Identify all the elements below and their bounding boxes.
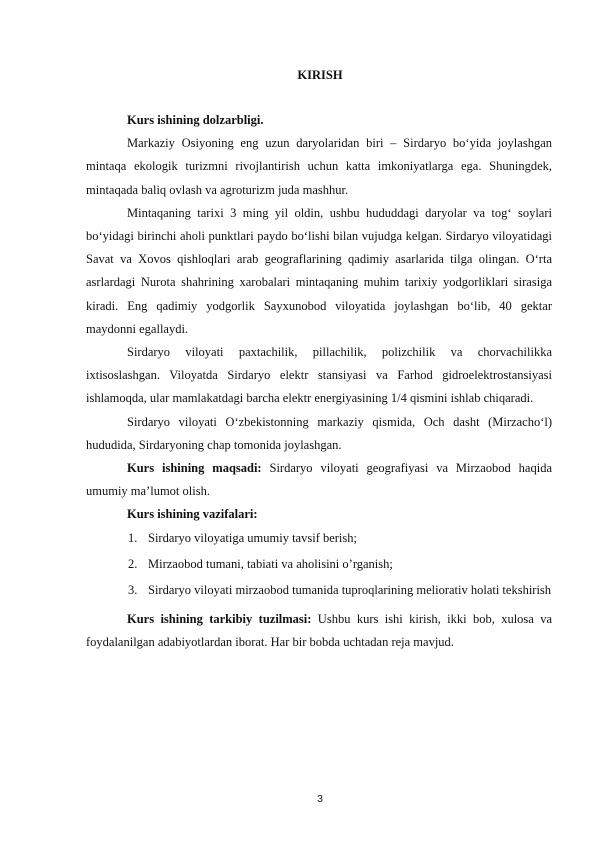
paragraph-1: Markaziy Osiyoning eng uzun daryolaridan biri – Sirdaryo bo‘yida joylashgan mintaqa ekologik turizmni rivojlantirish uchun katta imkoniyatlarga ega. Shuningdek, mintaqada baliq ovlash va agroturizm juda mashhur. [86,136,552,197]
list-item [128,579,552,605]
list-item-number: 2. [128,556,138,571]
list-item [128,527,552,553]
paragraph-4: Sirdaryo viloyati O‘zbekistonning markaziy qismida, Och dasht (Mirzacho‘l) hududida, Sirdaryoning chap tomonida joylashgan. [86,414,552,452]
relevance-heading: Kurs ishining dolzarbligi. [127,113,264,127]
list-item-text: Mirzaobod tumani, tabiati va aholisini o’rganish; [148,556,393,571]
structure-paragraph [86,608,552,654]
structure-label: Kurs ishining tarkibiy tuzilmasi: [127,612,312,627]
list-item-number: 1. [128,530,138,545]
list-item-text: Sirdaryo viloyati mirzaobod tumanida tuproqlarining meliorativ holati tekshirish [148,583,552,598]
list-item [128,553,552,579]
tasks-heading: Kurs ishining vazifalari: [127,507,258,522]
paragraph-2: Mintaqaning tarixi 3 ming yil oldin, ushbu hududdagi daryolar va tog‘ soylari bo‘yidagi birinchi aholi punktlari paydo bo‘lishi bilan vujudga kelgan. Sirdaryo viloyatidagi Savat va Xovos qishloqlari arab geograflarining qadimiy asarlarida tilga olingan. O‘rta asrlardagi Nurota shahrining xarobalari mintaqaning muhim tarixiy yodgorliklari sirasiga kiradi. Eng qadimiy yodgorlik Sayxunobod viloyatida joylashgan bo‘lib, 40 gektar maydonni egallaydi. [86,205,552,336]
list-item-number: 3. [128,583,138,598]
goal-label: Kurs ishining maqsadi: [127,461,262,476]
paragraph-3: Sirdaryo viloyati paxtachilik, pillachilik, polizchilik va chorvachilikka ixtisoslashgan. Viloyatda Sirdaryo elektr stansiyasi va Farhod gidroelektrostansiyasi ishlamoqda, ular mamlakatdagi barcha elektr energiyasining 1/4 qismini ishlab chiqaradi. [86,345,552,406]
goal-text: Sirdaryo viloyati geografiyasi va Mirzaobod haqida umumiy ma’lumot olish. [86,461,553,499]
tasks-list [86,527,552,606]
structure-text: Ushbu kurs ishi kirish, ikki bob, xulosa va foydalanilgan adabiyotlardan iborat. Har bir bobda uchtadan reja mavjud. [86,612,552,650]
body-text [86,109,552,655]
list-item-text: Sirdaryo viloyatiga umumiy tavsif berish; [148,530,357,545]
page-number: 3 [317,793,323,805]
page-title: KIRISH [297,68,343,82]
goal-paragraph [86,457,552,503]
